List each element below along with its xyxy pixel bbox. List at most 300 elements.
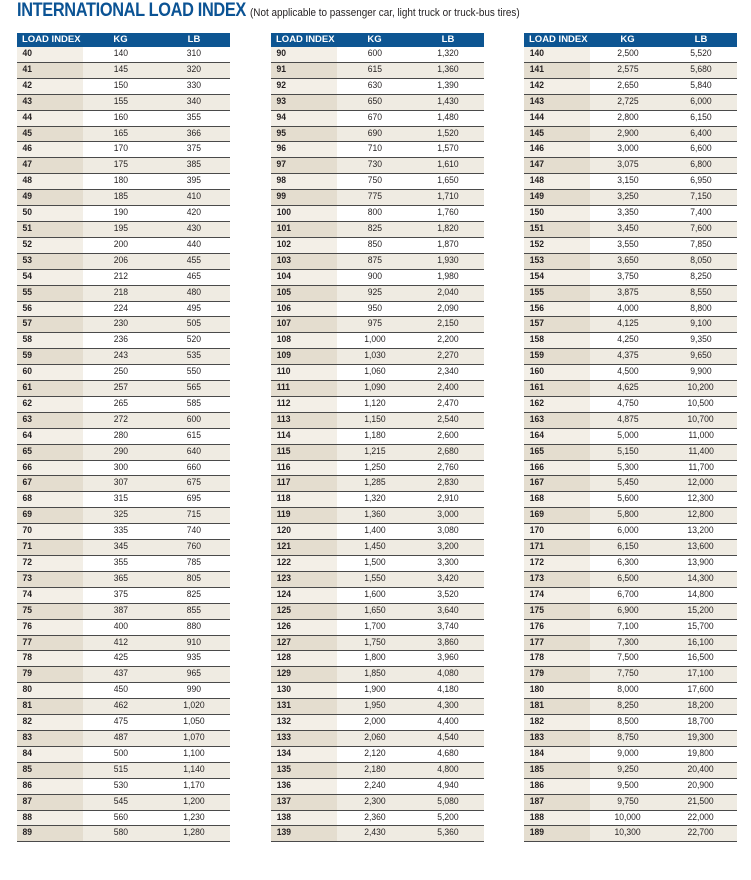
kg-cell	[337, 269, 412, 285]
load-index-cell	[524, 269, 590, 285]
load-index-cell	[271, 412, 337, 428]
load-index-cell	[524, 762, 590, 778]
load-index-cell-value: 97	[276, 159, 287, 171]
lb-cell-value: 695	[186, 493, 202, 505]
load-index-cell	[524, 396, 590, 412]
lb-cell-value: 7,400	[690, 207, 712, 219]
kg-cell-value: 1,400	[363, 525, 386, 537]
table-row	[17, 603, 230, 619]
lb-cell-value: 9,100	[690, 318, 712, 330]
kg-cell-value: 280	[113, 429, 128, 441]
lb-cell-value: 3,520	[437, 588, 459, 600]
kg-cell	[83, 540, 158, 556]
lb-cell	[412, 794, 484, 810]
table-row	[524, 508, 737, 524]
load-index-cell-value: 95	[276, 127, 287, 139]
kg-cell	[590, 78, 665, 94]
lb-cell-value: 1,520	[437, 127, 459, 139]
lb-cell-value: 20,900	[687, 779, 715, 791]
table-row	[17, 619, 230, 635]
lb-cell	[412, 301, 484, 317]
load-index-cell	[271, 635, 337, 651]
kg-cell-value: 6,900	[616, 604, 639, 616]
load-index-cell	[271, 285, 337, 301]
table-row	[17, 317, 230, 333]
kg-cell	[337, 221, 412, 237]
lb-cell-value: 355	[186, 111, 202, 123]
load-index-cell-value: 125	[276, 604, 292, 616]
load-index-cell-value: 158	[529, 334, 545, 346]
lb-cell-value: 2,150	[437, 318, 459, 330]
kg-cell-value: 4,125	[616, 318, 639, 330]
load-index-cell-value: 78	[22, 652, 33, 664]
kg-cell	[590, 62, 665, 78]
load-index-cell-value: 163	[529, 413, 545, 425]
kg-cell	[337, 285, 412, 301]
load-index-cell	[271, 810, 337, 826]
kg-cell-value: 2,500	[616, 48, 639, 59]
lb-cell-value: 4,540	[437, 731, 459, 743]
load-index-cell	[271, 349, 337, 365]
load-index-cell-value: 71	[22, 541, 33, 553]
lb-cell	[412, 365, 484, 381]
table-row	[524, 269, 737, 285]
kg-cell	[337, 253, 412, 269]
load-index-cell	[524, 683, 590, 699]
lb-cell-value: 3,300	[437, 557, 459, 568]
table-row	[271, 556, 484, 572]
load-index-cell-value: 80	[22, 684, 33, 696]
kg-cell-value: 1,700	[363, 620, 386, 632]
kg-cell-value: 5,000	[616, 429, 639, 441]
kg-cell	[83, 94, 158, 110]
kg-cell	[590, 381, 665, 397]
kg-cell	[83, 715, 158, 731]
lb-cell	[158, 94, 230, 110]
table-row	[17, 333, 230, 349]
load-index-cell-value: 63	[22, 413, 33, 425]
kg-cell-value: 9,250	[616, 763, 639, 775]
table-row	[524, 794, 737, 810]
table-row	[524, 365, 737, 381]
kg-cell	[590, 524, 665, 540]
kg-cell	[337, 715, 412, 731]
load-index-cell	[271, 794, 337, 810]
table-row	[271, 317, 484, 333]
load-index-cell	[524, 635, 590, 651]
load-index-cell-value: 59	[22, 350, 33, 362]
load-index-cell	[17, 762, 83, 778]
load-index-cell	[524, 524, 590, 540]
load-index-cell	[524, 778, 590, 794]
load-index-cell	[271, 762, 337, 778]
load-index-cell-value: 48	[22, 175, 33, 187]
lb-cell-value: 505	[186, 318, 202, 330]
lb-cell	[665, 365, 737, 381]
kg-cell-value: 335	[113, 525, 128, 537]
table-row	[17, 285, 230, 301]
load-index-cell	[17, 365, 83, 381]
kg-cell	[590, 699, 665, 715]
lb-cell-value: 10,700	[687, 413, 715, 425]
load-index-cell-value: 53	[22, 254, 33, 266]
table-row	[17, 62, 230, 78]
load-index-cell-value: 131	[276, 700, 292, 712]
table-row	[524, 746, 737, 762]
lb-cell-value: 366	[186, 127, 202, 139]
kg-cell	[83, 142, 158, 158]
kg-cell-value: 2,430	[363, 827, 386, 839]
load-index-cell-value: 84	[22, 747, 33, 759]
load-index-cell-value: 171	[529, 541, 545, 553]
lb-cell	[412, 174, 484, 190]
kg-cell	[83, 810, 158, 826]
load-index-cell	[271, 683, 337, 699]
load-index-cell	[524, 667, 590, 683]
load-index-cell	[17, 142, 83, 158]
table-row	[17, 571, 230, 587]
lb-cell	[665, 78, 737, 94]
load-index-cell	[524, 746, 590, 762]
lb-cell-value: 6,600	[690, 143, 712, 155]
kg-cell-value: 7,100	[616, 620, 639, 632]
lb-cell-value: 7,600	[690, 222, 712, 234]
load-index-cell-value: 114	[276, 429, 291, 441]
lb-cell	[665, 667, 737, 683]
kg-cell-value: 2,575	[616, 63, 639, 75]
column-header-lb: LB	[412, 33, 484, 47]
table-row	[271, 762, 484, 778]
lb-cell-value: 880	[186, 620, 202, 632]
kg-cell-value: 375	[113, 588, 128, 600]
lb-cell	[412, 524, 484, 540]
load-index-cell	[17, 78, 83, 94]
load-index-cell-value: 109	[276, 350, 292, 362]
lb-cell	[158, 62, 230, 78]
table-row	[17, 540, 230, 556]
load-index-cell-value: 118	[276, 493, 291, 505]
kg-cell-value: 425	[113, 652, 128, 664]
lb-cell	[665, 381, 737, 397]
load-index-cell	[17, 221, 83, 237]
lb-cell	[412, 221, 484, 237]
load-index-cell-value: 182	[529, 716, 545, 728]
load-index-cell	[17, 810, 83, 826]
lb-cell-value: 320	[186, 63, 202, 75]
table-row	[17, 269, 230, 285]
load-index-cell	[271, 492, 337, 508]
table-row	[17, 190, 230, 206]
load-index-cell-value: 94	[276, 111, 287, 123]
table-row	[17, 587, 230, 603]
load-index-cell	[271, 47, 337, 62]
table-row	[271, 524, 484, 540]
kg-cell	[590, 651, 665, 667]
load-index-cell-value: 44	[22, 111, 33, 123]
lb-cell	[158, 810, 230, 826]
lb-cell	[412, 412, 484, 428]
table-row	[271, 810, 484, 826]
load-index-cell	[524, 285, 590, 301]
load-index-cell-value: 151	[529, 222, 545, 234]
load-index-cell	[524, 206, 590, 222]
kg-cell	[83, 444, 158, 460]
lb-cell-value: 2,400	[437, 382, 459, 394]
lb-cell	[158, 556, 230, 572]
load-index-cell	[524, 460, 590, 476]
table-row	[17, 94, 230, 110]
lb-cell	[665, 794, 737, 810]
lb-cell-value: 455	[186, 254, 202, 266]
lb-cell	[158, 349, 230, 365]
table-header-row	[271, 33, 484, 47]
lb-cell-value: 1,230	[183, 811, 205, 823]
table-row	[524, 253, 737, 269]
lb-cell	[665, 762, 737, 778]
lb-cell-value: 1,070	[183, 731, 205, 743]
lb-cell-value: 8,250	[690, 270, 712, 282]
load-index-cell	[17, 253, 83, 269]
load-index-cell	[271, 540, 337, 556]
lb-cell	[158, 524, 230, 540]
lb-cell	[158, 540, 230, 556]
kg-cell-value: 365	[113, 572, 128, 584]
load-index-cell	[271, 460, 337, 476]
load-index-cell-value: 117	[276, 477, 291, 489]
table-row	[271, 746, 484, 762]
kg-cell-value: 150	[113, 79, 128, 91]
lb-cell-value: 5,520	[690, 48, 712, 59]
kg-cell	[337, 396, 412, 412]
load-index-cell	[17, 47, 83, 62]
kg-cell	[83, 317, 158, 333]
kg-cell-value: 1,180	[363, 429, 386, 441]
load-index-cell	[17, 412, 83, 428]
table-row	[524, 349, 737, 365]
kg-cell-value: 180	[113, 175, 128, 187]
load-index-cell	[524, 47, 590, 62]
kg-cell	[590, 206, 665, 222]
lb-cell-value: 6,800	[690, 159, 712, 171]
kg-cell	[590, 158, 665, 174]
load-index-cell	[271, 396, 337, 412]
lb-cell	[665, 778, 737, 794]
load-index-cell-value: 146	[529, 143, 545, 155]
kg-cell-value: 8,750	[616, 731, 639, 743]
kg-cell	[590, 396, 665, 412]
load-index-cell	[271, 428, 337, 444]
lb-cell-value: 6,400	[690, 127, 712, 139]
load-index-cell-value: 170	[529, 525, 545, 537]
table-row	[17, 221, 230, 237]
lb-cell-value: 4,180	[437, 684, 459, 696]
table-row	[524, 778, 737, 794]
load-index-cell	[17, 826, 83, 842]
kg-cell	[337, 365, 412, 381]
load-index-cell-value: 98	[276, 175, 287, 187]
load-index-cell	[524, 651, 590, 667]
kg-cell-value: 4,750	[616, 397, 639, 409]
lb-cell	[158, 587, 230, 603]
lb-cell	[412, 492, 484, 508]
kg-cell	[337, 47, 412, 62]
lb-cell	[412, 110, 484, 126]
kg-cell	[83, 381, 158, 397]
load-index-cell-value: 189	[529, 827, 545, 839]
kg-cell-value: 355	[113, 557, 128, 568]
table-row	[524, 730, 737, 746]
kg-cell	[83, 301, 158, 317]
column-header-load-index: LOAD INDEX	[17, 33, 83, 47]
load-index-cell	[17, 778, 83, 794]
lb-cell	[412, 762, 484, 778]
lb-cell	[412, 746, 484, 762]
kg-cell-value: 170	[113, 143, 128, 155]
lb-cell-value: 715	[186, 509, 202, 521]
lb-cell	[665, 301, 737, 317]
kg-cell	[337, 524, 412, 540]
load-index-cell-value: 83	[22, 731, 33, 743]
kg-cell	[337, 62, 412, 78]
load-index-cell-value: 67	[22, 477, 33, 489]
kg-cell-value: 307	[113, 477, 128, 489]
lb-cell	[158, 683, 230, 699]
load-index-cell-value: 144	[529, 111, 545, 123]
kg-cell	[590, 253, 665, 269]
lb-cell	[412, 206, 484, 222]
table-row	[17, 396, 230, 412]
kg-cell-value: 975	[367, 318, 382, 330]
lb-cell	[665, 285, 737, 301]
lb-cell	[665, 158, 737, 174]
kg-cell	[337, 730, 412, 746]
load-index-cell	[271, 667, 337, 683]
kg-cell	[590, 317, 665, 333]
lb-cell	[412, 253, 484, 269]
lb-cell	[412, 396, 484, 412]
lb-cell-value: 22,700	[687, 827, 715, 839]
lb-cell-value: 1,050	[183, 716, 205, 728]
lb-cell	[412, 158, 484, 174]
table-row	[17, 206, 230, 222]
kg-cell	[337, 651, 412, 667]
load-index-cell	[271, 476, 337, 492]
kg-cell	[83, 778, 158, 794]
lb-cell-value: 16,100	[687, 636, 715, 648]
lb-cell-value: 550	[186, 366, 202, 378]
kg-cell-value: 4,625	[616, 382, 639, 394]
lb-cell	[158, 158, 230, 174]
kg-cell	[83, 126, 158, 142]
lb-cell-value: 2,470	[437, 397, 459, 409]
load-index-cell-value: 168	[529, 493, 545, 505]
kg-cell	[590, 110, 665, 126]
table-row	[524, 237, 737, 253]
kg-cell-value: 2,900	[616, 127, 639, 139]
table-row	[17, 651, 230, 667]
load-index-cell-value: 89	[22, 827, 33, 839]
kg-cell	[590, 619, 665, 635]
lb-cell	[665, 333, 737, 349]
kg-cell	[590, 667, 665, 683]
lb-cell-value: 535	[186, 350, 202, 362]
load-index-cell-value: 121	[276, 541, 292, 553]
lb-cell	[412, 333, 484, 349]
lb-cell	[412, 603, 484, 619]
load-index-cell	[524, 142, 590, 158]
load-index-cell-value: 119	[276, 509, 291, 521]
load-index-cell	[524, 62, 590, 78]
load-index-cell	[17, 524, 83, 540]
kg-cell	[337, 78, 412, 94]
load-index-cell-value: 165	[529, 445, 545, 457]
table-row	[271, 778, 484, 794]
lb-cell-value: 5,360	[437, 827, 459, 839]
table-row	[524, 94, 737, 110]
load-index-cell	[524, 540, 590, 556]
lb-cell	[158, 381, 230, 397]
table-row	[271, 619, 484, 635]
load-index-cell	[271, 778, 337, 794]
load-index-cell-value: 61	[22, 382, 33, 394]
load-index-cell-value: 66	[22, 461, 33, 473]
table-row	[271, 460, 484, 476]
load-index-cell	[271, 317, 337, 333]
load-index-cell	[271, 365, 337, 381]
table-row	[271, 476, 484, 492]
kg-cell-value: 6,300	[616, 557, 639, 568]
lb-cell-value: 12,300	[687, 493, 715, 505]
load-index-cell	[524, 794, 590, 810]
lb-cell-value: 430	[186, 222, 202, 234]
lb-cell-value: 1,020	[183, 700, 205, 712]
load-index-cell-value: 88	[22, 811, 33, 823]
table-row	[524, 190, 737, 206]
kg-cell-value: 1,550	[363, 572, 386, 584]
lb-cell	[665, 62, 737, 78]
kg-cell-value: 1,215	[363, 445, 386, 457]
lb-cell-value: 4,300	[437, 700, 459, 712]
table-row	[524, 47, 737, 62]
lb-cell	[665, 810, 737, 826]
lb-cell-value: 3,740	[437, 620, 459, 632]
load-index-cell-value: 167	[529, 477, 545, 489]
table-row	[271, 603, 484, 619]
kg-cell	[83, 762, 158, 778]
kg-cell	[83, 635, 158, 651]
table-row	[271, 78, 484, 94]
kg-cell	[590, 730, 665, 746]
table-row	[17, 174, 230, 190]
lb-cell	[665, 349, 737, 365]
kg-cell	[337, 317, 412, 333]
kg-cell	[83, 62, 158, 78]
table-row	[271, 508, 484, 524]
load-index-cell	[17, 174, 83, 190]
load-index-cell-value: 174	[529, 588, 545, 600]
kg-cell-value: 2,240	[363, 779, 386, 791]
lb-cell-value: 990	[186, 684, 202, 696]
kg-cell	[590, 762, 665, 778]
load-index-cell-value: 110	[276, 366, 291, 378]
table-row	[17, 476, 230, 492]
lb-cell-value: 10,500	[687, 397, 715, 409]
kg-cell-value: 290	[113, 445, 128, 457]
lb-cell	[158, 699, 230, 715]
kg-cell	[337, 556, 412, 572]
lb-cell	[412, 126, 484, 142]
load-index-cell-value: 105	[276, 286, 292, 298]
